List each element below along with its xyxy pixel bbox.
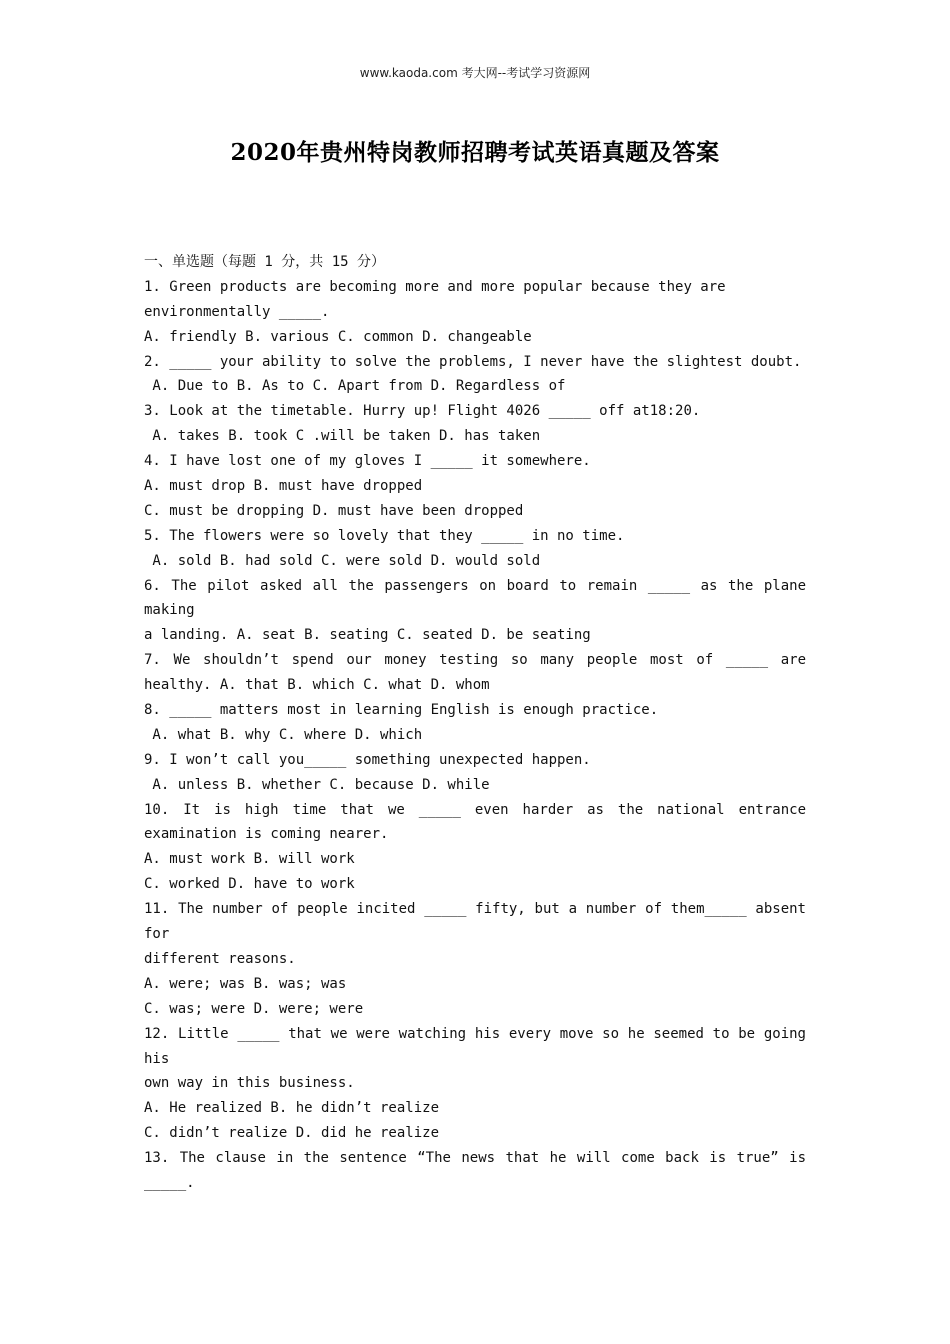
text-line: A. unless B. whether C. because D. while	[144, 776, 490, 793]
text-line: his	[144, 1050, 170, 1067]
text-line: 1. Green products are becoming more and more popular because they are	[144, 278, 726, 295]
text-line: 7. We shouldn’t spend our money testing so many people most of _____ are	[144, 652, 806, 669]
text-line: 4. I have lost one of my gloves I _____ it somewhere.	[144, 453, 591, 470]
text-line: A. friendly B. various C. common D. changeable	[144, 328, 532, 345]
text-line: C. was; were D. were; were	[144, 1000, 364, 1017]
text-line: 3. Look at the timetable. Hurry up! Flight 4026 _____ off at18:20.	[144, 403, 701, 420]
text-line: C. must be dropping D. must have been dropped	[144, 502, 524, 519]
text-line: 8. _____ matters most in learning English is enough practice.	[144, 702, 659, 719]
text-line: A. must work B. will work	[144, 851, 355, 868]
text-line: 9. I won’t call you_____ something unexpected happen.	[144, 751, 591, 768]
text-line: A. sold B. had sold C. were sold D. would sold	[144, 552, 541, 569]
text-line: A. He realized B. he didn’t realize	[144, 1100, 440, 1117]
text-line: 5. The flowers were so lovely that they _____ in no time.	[144, 527, 625, 544]
text-line: making	[144, 602, 195, 619]
text-line: A. takes B. took C .will be taken D. has taken	[144, 428, 541, 445]
text-line: C. worked D. have to work	[144, 876, 355, 893]
site-header: www.kaoda.com 考大网--考试学习资源网	[359, 66, 591, 80]
text-line: 一、单选题（每题 1 分，共 15 分）	[144, 254, 386, 270]
text-line: A. Due to B. As to C. Apart from D. Regardless of	[144, 378, 566, 395]
text-line: 6. The pilot asked all the passengers on board to remain _____ as the plane	[144, 577, 806, 594]
text-line: 10. It is high time that we _____ even harder as the national entrance	[144, 801, 806, 818]
text-line: A. what B. why C. where D. which	[144, 726, 423, 743]
text-line: _____.	[144, 1174, 195, 1191]
question-body	[144, 250, 806, 1196]
text-line: C. didn’t realize D. did he realize	[144, 1125, 440, 1142]
text-line: A. were; was B. was; was	[144, 975, 347, 992]
text-line: 13. The clause in the sentence “The news that he will come back is true” is	[144, 1150, 806, 1167]
text-line: environmentally _____.	[144, 303, 330, 320]
text-line: own way in this business.	[144, 1075, 355, 1092]
text-line: a landing. A. seat B. seating C. seated D. be seating	[144, 627, 591, 644]
text-line: 2. _____ your ability to solve the problems, I never have the slightest doubt.	[144, 353, 802, 370]
text-line: examination is coming nearer.	[144, 826, 389, 843]
text-line: A. must drop B. must have dropped	[144, 478, 423, 495]
text-line: 11. The number of people incited _____ fifty, but a number of them_____ absent	[144, 901, 806, 918]
text-line: for	[144, 926, 170, 943]
document-title: 2020年贵州特岗教师招聘考试英语真题及答案	[230, 139, 720, 166]
text-line: 12. Little _____ that we were watching his every move so he seemed to be going	[144, 1025, 806, 1042]
text-line: healthy. A. that B. which C. what D. whom	[144, 677, 490, 694]
text-line: different reasons.	[144, 950, 296, 967]
